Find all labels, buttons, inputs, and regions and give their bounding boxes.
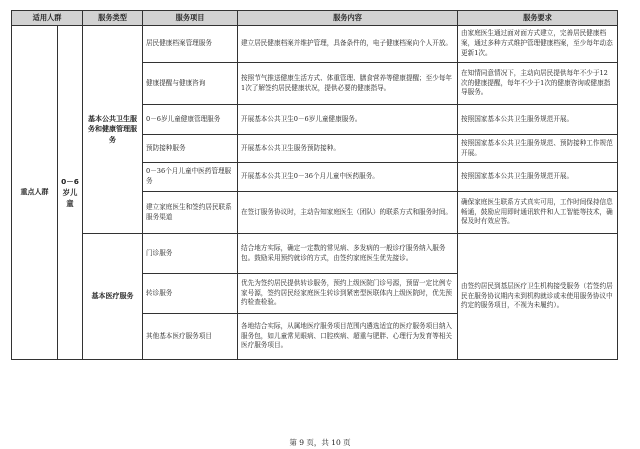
header-item: 服务项目 bbox=[143, 11, 238, 26]
content-cell: 优先为签约居民提供转诊服务，预约上级医院门诊号源，预留一定比例专家号源，签约居民经家庭医生转诊到紧密型医联体内上级医院时，优先预约检查检验。 bbox=[238, 274, 458, 314]
content-cell: 开展基本公共卫生0－36个月儿童中医药服务。 bbox=[238, 163, 458, 192]
subgroup-cell: 0－6岁儿童 bbox=[58, 26, 83, 360]
content-cell: 在签订服务协议时，主动告知家庭医生（团队）的联系方式和服务时间。 bbox=[238, 192, 458, 234]
header-row bbox=[12, 11, 618, 26]
item-cell: 健康提醒与健康咨询 bbox=[143, 63, 238, 105]
requirement-cell: 由签约居民到基层医疗卫生机构接受服务（若签约居民在服务协议期内未到机构就诊或未使用服务协议中约定的服务项目，不视为未履约）。 bbox=[458, 234, 618, 360]
item-cell: 预防接种服务 bbox=[143, 135, 238, 163]
header-content: 服务内容 bbox=[238, 11, 458, 26]
table-row bbox=[12, 26, 618, 63]
item-cell: 0－6岁儿童健康管理服务 bbox=[143, 105, 238, 135]
service-table bbox=[11, 10, 618, 360]
content-cell: 结合地方实际，确定一定数的常见病、多发病的一般诊疗服务纳入服务包。鼓励采用预约就诊的方式，由签约家庭医生优先接诊。 bbox=[238, 234, 458, 274]
category-cell: 基本公共卫生服务和健康管理服务 bbox=[83, 26, 143, 234]
requirement-cell: 按照国家基本公共卫生服务规范开展。 bbox=[458, 105, 618, 135]
requirement-cell: 确保家庭医生联系方式真实可用，工作时间保持信息畅通，鼓励应用即时通讯软件和人工智能等技术，确保及时有效应答。 bbox=[458, 192, 618, 234]
content-cell: 按照节气推送健康生活方式、体重管理、膳食营养等健康提醒；至少每年1次了解签约居民健康状况，提供必要的健康指导。 bbox=[238, 63, 458, 105]
group-cell: 重点人群 bbox=[12, 26, 58, 360]
header-group: 适用人群 bbox=[12, 11, 83, 26]
requirement-cell: 由家庭医生通过面对面方式建立，完善居民健康档案，通过多种方式维护管理健康档案，至少每年动态更新1次。 bbox=[458, 26, 618, 63]
category-cell: 基本医疗服务 bbox=[83, 234, 143, 360]
content-cell: 开展基本公共卫生0－6岁儿童健康服务。 bbox=[238, 105, 458, 135]
content-cell: 开展基本公共卫生服务预防接种。 bbox=[238, 135, 458, 163]
header-category: 服务类型 bbox=[83, 11, 143, 26]
item-cell: 转诊服务 bbox=[143, 274, 238, 314]
header-requirement: 服务要求 bbox=[458, 11, 618, 26]
requirement-cell: 按照国家基本公共卫生服务规范、预防接种工作规范开展。 bbox=[458, 135, 618, 163]
page-footer: 第 9 页，共 10 页 bbox=[289, 438, 351, 447]
item-cell: 建立家庭医生和签约居民联系服务渠道 bbox=[143, 192, 238, 234]
requirement-cell: 在知情同意情况下，主动向居民提供每年不少于12次的健康提醒，每年不少于1次的健康咨询或健康指导服务。 bbox=[458, 63, 618, 105]
table-row bbox=[12, 234, 618, 274]
item-cell: 门诊服务 bbox=[143, 234, 238, 274]
item-cell: 其他基本医疗服务项目 bbox=[143, 314, 238, 360]
content-cell: 各地结合实际，从属地医疗服务项目范围内遴选适宜的医疗服务项目纳入服务包，如儿童常见眼病、口腔疾病、超重与肥胖、心理行为发育等相关医疗服务项目。 bbox=[238, 314, 458, 360]
content-cell: 建立居民健康档案并维护管理，具备条件的，电子健康档案向个人开放。 bbox=[238, 26, 458, 63]
requirement-cell: 按照国家基本公共卫生服务规范开展。 bbox=[458, 163, 618, 192]
item-cell: 0－36个月儿童中医药管理服务 bbox=[143, 163, 238, 192]
item-cell: 居民健康档案管理服务 bbox=[143, 26, 238, 63]
